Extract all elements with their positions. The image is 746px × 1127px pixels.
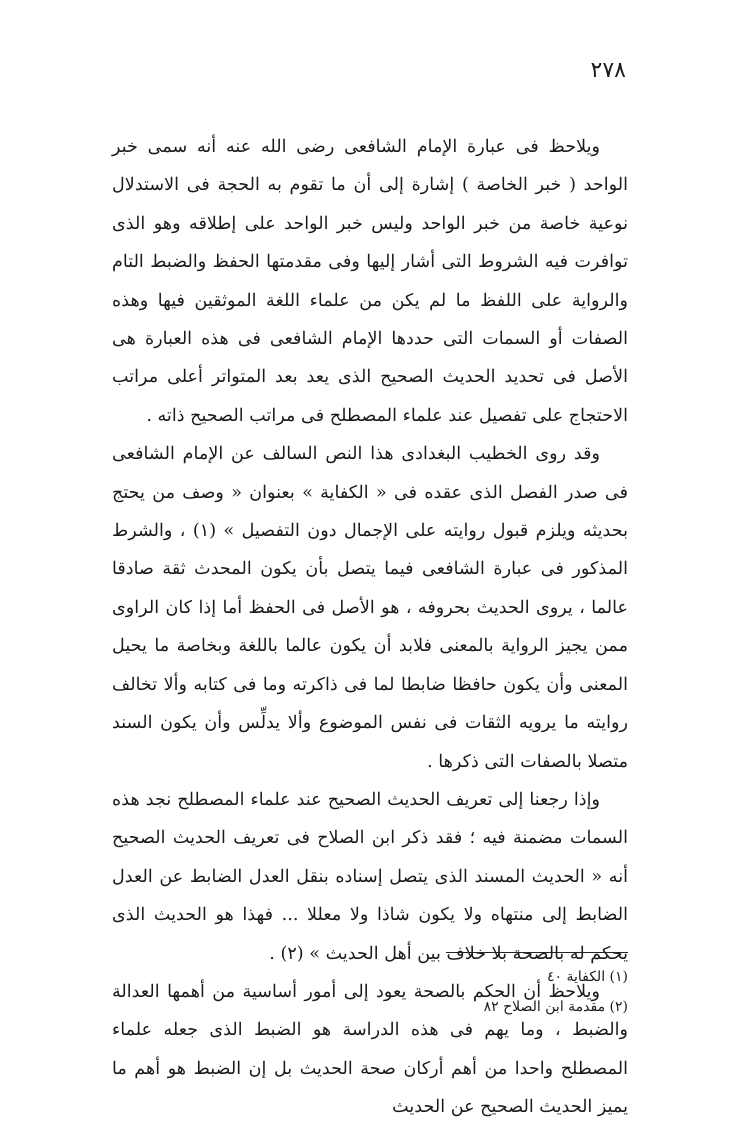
paragraph-2: وقد روى الخطيب البغدادى هذا النص السالف عن الإمام الشافعى فى صدر الفصل الذى عقده فى « الكفاية » بعنوان « وصف من يحتج بحديثه ويلزم قبول روايته على الإجمال دون التفصيل » (١) ، والشرط المذكور فى عبارة الشافعى فيما يتصل بأن يكون المحدث ثقة صادقا عالما ، يروى الحديث بحروفه ، هو الأصل فى الحفظ أما إذا كان الراوى ممن يجيز الرواية بالمعنى فلابد أن يكون عالما باللغة وبخاصة ما يحيل المعنى وأن يكون حافظا ضابطا لما فى ذاكرته وما فى كتابه وألا تخالف روايته ما يرويه الثقات فى نفس الموضوع وألا يدلِّس وأن يكون السند متصلا بالصفات التى ذكرها . [112,444,628,772]
page-number: ٢٧٨ [590,58,626,83]
paragraph-1: ويلاحظ فى عبارة الإمام الشافعى رضى الله عنه أنه سمى خبر الواحد ( خبر الخاصة ) إشارة إلى أن ما تقوم به الحجة فى الاستدلال نوعية خاصة من خبر الواحد وليس خبر الواحد على إطلاقه وهو الذى توافرت فيه الشروط التى أشار إليها وفى مقدمتها الحفظ والضبط التام والرواية على اللفظ ما لم يكن من علماء اللغة الموثقين فيها وهذه الصفات أو السمات التى حددها الإمام الشافعى فى هذه العبارة هى الأصل فى تحديد الحديث الصحيح الذى يعد بعد المتواتر أعلى مراتب الاحتجاج على تفصيل عند علماء المصطلح فى مراتب الصحيح ذاته . [112,137,628,426]
footnotes [228,962,628,1022]
footnote-1: (١) الكفاية ٤٠ [546,969,628,985]
paragraph-3: وإذا رجعنا إلى تعريف الحديث الصحيح عند علماء المصطلح نجد هذه السمات مضمنة فيه ؛ فقد ذكر ابن الصلاح فى تعريف الحديث الصحيح أنه « الحديث المسند الذى يتصل إسناده بنقل العدل الضابط عن العدل الضابط إلى منتهاه ولا يكون شاذا ولا معللا ... فهذا هو الحديث الذى يحكم له بالصحة بلا خلاف بين أهل الحديث » (٢) . [112,789,628,964]
paragraph-4: ويلاحظ أن الحكم بالصحة يعود إلى أمور أساسية من أهمها العدالة والضبط ، وما يهم فى هذه الدراسة هو الضبط الذى جعله علماء المصطلح واحدا من أهم أركان صحة الحديث بل إن الضبط هو أهم ما يميز الحديث الصحيح عن الحديث [112,981,628,1118]
footnote-divider [446,952,628,953]
footnote-2: (٢) مقدمة ابن الصلاح ٨٢ [483,999,628,1015]
